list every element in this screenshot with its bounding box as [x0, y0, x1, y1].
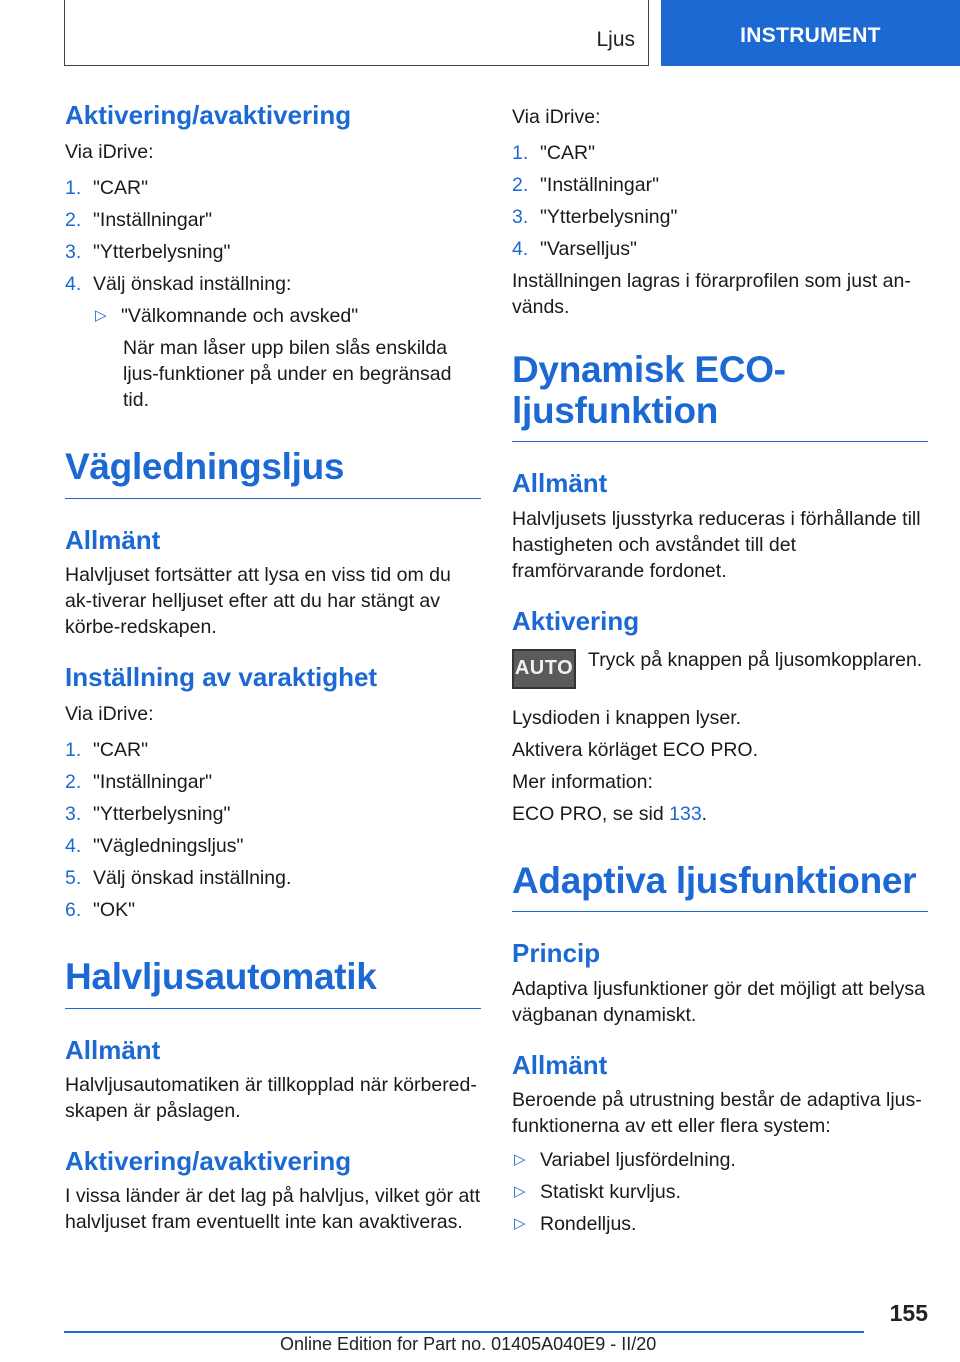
header-frame — [64, 0, 649, 66]
step-text: Välj önskad inställning. — [93, 867, 292, 890]
body-text: Aktivera körläget ECO PRO. — [512, 738, 758, 761]
via-idrive-text: Via iDrive: — [65, 141, 154, 164]
list-item — [512, 172, 928, 198]
via-idrive-text: Via iDrive: — [512, 106, 601, 128]
step-text: "CAR" — [540, 142, 596, 164]
step-number: 3. — [512, 206, 529, 228]
auto-button-icon: AUTO — [512, 649, 576, 689]
steps-list-2 — [65, 737, 481, 923]
heading-adaptiva-ljusfunktioner: Adaptiva ljusfunktioner — [512, 861, 928, 913]
list-item — [512, 140, 928, 166]
list-item — [512, 1179, 928, 1205]
body-text: Inställningen lagras i förarprofilen som just an-vänds. — [512, 270, 911, 318]
header-chapter-tab: INSTRUMENT — [661, 0, 960, 66]
step-text: "Ytterbelysning" — [93, 241, 231, 264]
body-text: Beroende på utrustning består de adaptiva ljus-funktionerna av ett eller flera system: — [512, 1088, 922, 1137]
heading-aktivering-avaktivering: Aktivering/avaktivering — [65, 1146, 352, 1177]
step-text: "CAR" — [93, 177, 149, 200]
body-text: Halvljuset fortsätter att lysa en viss tid om du ak-tiverar helljuset efter att du har stängt av körbe-redskapen. — [65, 564, 451, 639]
list-item — [65, 833, 481, 859]
triangle-bullet-icon: ▷ — [95, 307, 107, 325]
list-item — [512, 204, 928, 230]
heading-princip: Princip — [512, 938, 601, 969]
heading-vagledningsljus: Vägledningsljus — [65, 447, 481, 499]
list-item — [65, 897, 481, 923]
list-item — [65, 737, 481, 763]
heading-dynamisk-eco: Dynamisk ECO-ljusfunktion — [512, 350, 928, 442]
body-text: I vissa länder är det lag på halvljus, vilket gör att halvljuset fram eventuellt inte kan avaktiveras. — [65, 1185, 481, 1234]
step-text: "Inställningar" — [93, 771, 212, 794]
body-text: Lysdioden i knappen lyser. — [512, 706, 742, 729]
list-item — [65, 239, 481, 265]
heading-allmant: Allmänt — [65, 524, 161, 555]
step-number: 5. — [65, 867, 82, 890]
step-number: 2. — [65, 771, 82, 794]
list-item — [65, 865, 481, 891]
bullet-text: Rondelljus. — [540, 1212, 637, 1235]
triangle-bullet-icon: ▷ — [514, 1150, 526, 1168]
body-text: Mer information: — [512, 770, 653, 793]
heading-allmant: Allmänt — [65, 1034, 161, 1065]
heading-allmant: Allmänt — [512, 1049, 608, 1080]
list-item — [512, 236, 928, 262]
step-number: 1. — [512, 142, 529, 164]
footer-divider — [64, 1331, 864, 1333]
page-number: 155 — [889, 1300, 928, 1326]
page-link-133[interactable]: 133 — [669, 802, 702, 825]
page-reference: ECO PRO, se sid 133. — [512, 802, 708, 825]
heading-aktivering: Aktivering — [512, 605, 640, 636]
step-text: "Vägledningsljus" — [93, 835, 244, 858]
sub-bullet-description: När man låser upp bilen slås enskilda ljus-funktioner på under en begränsad tid. — [123, 337, 452, 412]
heading-installning-varaktighet: Inställning av varaktighet — [65, 662, 378, 693]
auto-button-row — [512, 647, 928, 699]
step-number: 4. — [65, 273, 82, 296]
left-column — [65, 100, 481, 1235]
triangle-bullet-icon: ▷ — [514, 1214, 526, 1232]
steps-list-1 — [65, 175, 481, 297]
heading-aktivering-avaktivering: Aktivering/avaktivering — [65, 100, 352, 130]
step-number: 2. — [65, 209, 82, 232]
steps-list-3 — [512, 140, 928, 262]
body-text: Halvljusets ljusstyrka reduceras i förhållande till hastigheten och avståndet till det framförvarande fordonet. — [512, 507, 921, 582]
body-text: Adaptiva ljusfunktioner gör det möjligt att belysa vägbanan dynamiskt. — [512, 977, 925, 1026]
step-text: "Inställningar" — [540, 174, 659, 196]
footer-edition-text: Online Edition for Part no. 01405A040E9 - II/20 — [280, 1334, 657, 1354]
step-text: "Ytterbelysning" — [540, 206, 678, 228]
body-text: Halvljusautomatiken är tillkopplad när körbered-skapen är påslagen. — [65, 1074, 477, 1123]
step-number: 1. — [65, 177, 82, 200]
step-text: Välj önskad inställning: — [93, 273, 292, 296]
step-number: 3. — [65, 241, 82, 264]
step-text: "Ytterbelysning" — [93, 803, 231, 826]
list-item — [65, 769, 481, 795]
bullet-text: Variabel ljusfördelning. — [540, 1148, 736, 1171]
list-item — [65, 175, 481, 201]
step-text: "Varselljus" — [540, 238, 637, 260]
right-column — [512, 104, 928, 1243]
list-item: ▷ "Välkomnande och avsked" — [95, 305, 359, 328]
step-number: 4. — [512, 238, 529, 260]
triangle-bullet-icon: ▷ — [514, 1182, 526, 1200]
heading-allmant: Allmänt — [512, 468, 608, 499]
step-number: 4. — [65, 835, 82, 858]
step-number: 1. — [65, 739, 82, 762]
list-item — [65, 207, 481, 233]
step-number: 3. — [65, 803, 82, 826]
list-item — [65, 271, 481, 297]
step-number: 6. — [65, 899, 82, 922]
header-section-title: Ljus — [596, 28, 635, 51]
via-idrive-text: Via iDrive: — [65, 703, 154, 726]
list-item — [512, 1211, 928, 1237]
adaptive-systems-list — [512, 1147, 928, 1237]
step-text: "OK" — [93, 899, 136, 922]
step-number: 2. — [512, 174, 529, 196]
step-text: "Inställningar" — [93, 209, 212, 232]
list-item — [65, 801, 481, 827]
step-text: "CAR" — [93, 739, 149, 762]
sub-bullet-list — [65, 303, 481, 329]
bullet-text: Statiskt kurvljus. — [540, 1180, 681, 1203]
body-text: Tryck på knappen på ljusomkopplaren. — [588, 648, 923, 671]
list-item — [512, 1147, 928, 1173]
heading-halvljusautomatik: Halvljusautomatik — [65, 957, 481, 1009]
